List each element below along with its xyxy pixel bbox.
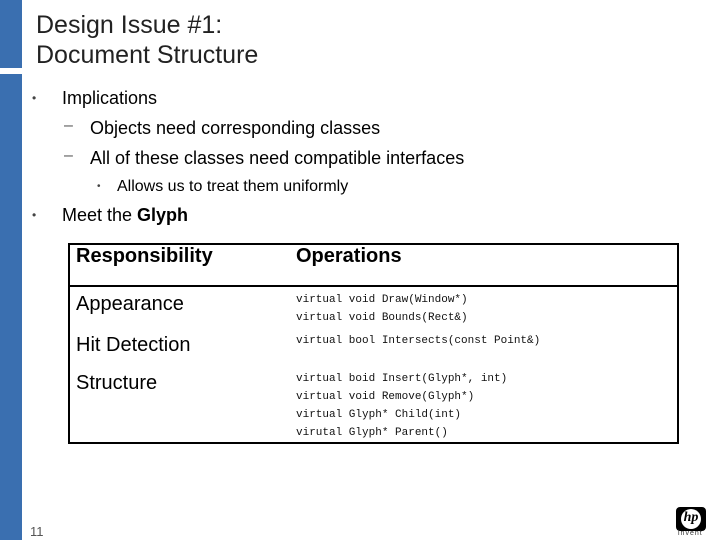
bullet-dot-icon: • (32, 91, 37, 105)
responsibility-text: Appearance (76, 293, 184, 315)
hp-logo-icon (676, 507, 706, 531)
bullet-dot-icon: • (97, 181, 101, 192)
glyph-keyword: Glyph (137, 205, 189, 225)
responsibility-text: Structure (76, 372, 158, 394)
page-number: 11 (30, 524, 44, 539)
bullet-text: Implications (62, 88, 158, 108)
bullet-text: Objects need corresponding classes (90, 118, 381, 138)
table-row (69, 328, 678, 366)
bullet-implications (32, 88, 158, 109)
operations-cell (290, 286, 678, 328)
logo-text: hp (683, 510, 699, 525)
header-cell (69, 244, 290, 286)
header-cell (290, 244, 678, 286)
table-row (69, 286, 678, 328)
responsibility-cell (69, 366, 290, 443)
operations-text: virtual boid Insert(Glyph*, int) virtual void Remove(Glyph*) virtual Glyph* Child(int) virutal Glyph* Parent() (296, 373, 508, 439)
operations-cell (290, 366, 678, 443)
table-row (69, 366, 678, 443)
header-responsibility: Responsibility (76, 245, 213, 267)
bullet-text: Allows us to treat them uniformly (117, 178, 349, 195)
operations-text: virtual void Draw(Window*) virtual void Bounds(Rect&) (296, 294, 468, 324)
bullet-text: Meet the (62, 205, 138, 225)
bullet-meet-glyph (32, 205, 189, 226)
dash-icon: – (64, 147, 73, 164)
bullet-dot-icon: • (32, 208, 37, 222)
title-line-1: Design Issue #1: (36, 11, 223, 39)
glyph-table (68, 243, 679, 444)
bullet-text: All of these classes need compatible interfaces (90, 148, 465, 168)
responsibility-text: Hit Detection (76, 334, 191, 356)
left-accent-bar (0, 0, 22, 540)
header-operations: Operations (296, 245, 402, 267)
logo-caption: invent (678, 530, 703, 537)
operations-cell (290, 328, 678, 366)
responsibility-cell (69, 286, 290, 328)
accent-bar-gap (0, 68, 22, 74)
bullet-sub-objects (64, 117, 381, 139)
dash-icon: – (64, 117, 73, 134)
responsibility-cell (69, 328, 290, 366)
operations-text: virtual bool Intersects(const Point&) (296, 335, 541, 347)
bullet-sub-interfaces (64, 147, 465, 169)
table-header-row (69, 244, 678, 286)
slide-title (36, 10, 258, 70)
bullet-subsub-uniform (97, 178, 349, 196)
title-line-2: Document Structure (36, 41, 259, 69)
